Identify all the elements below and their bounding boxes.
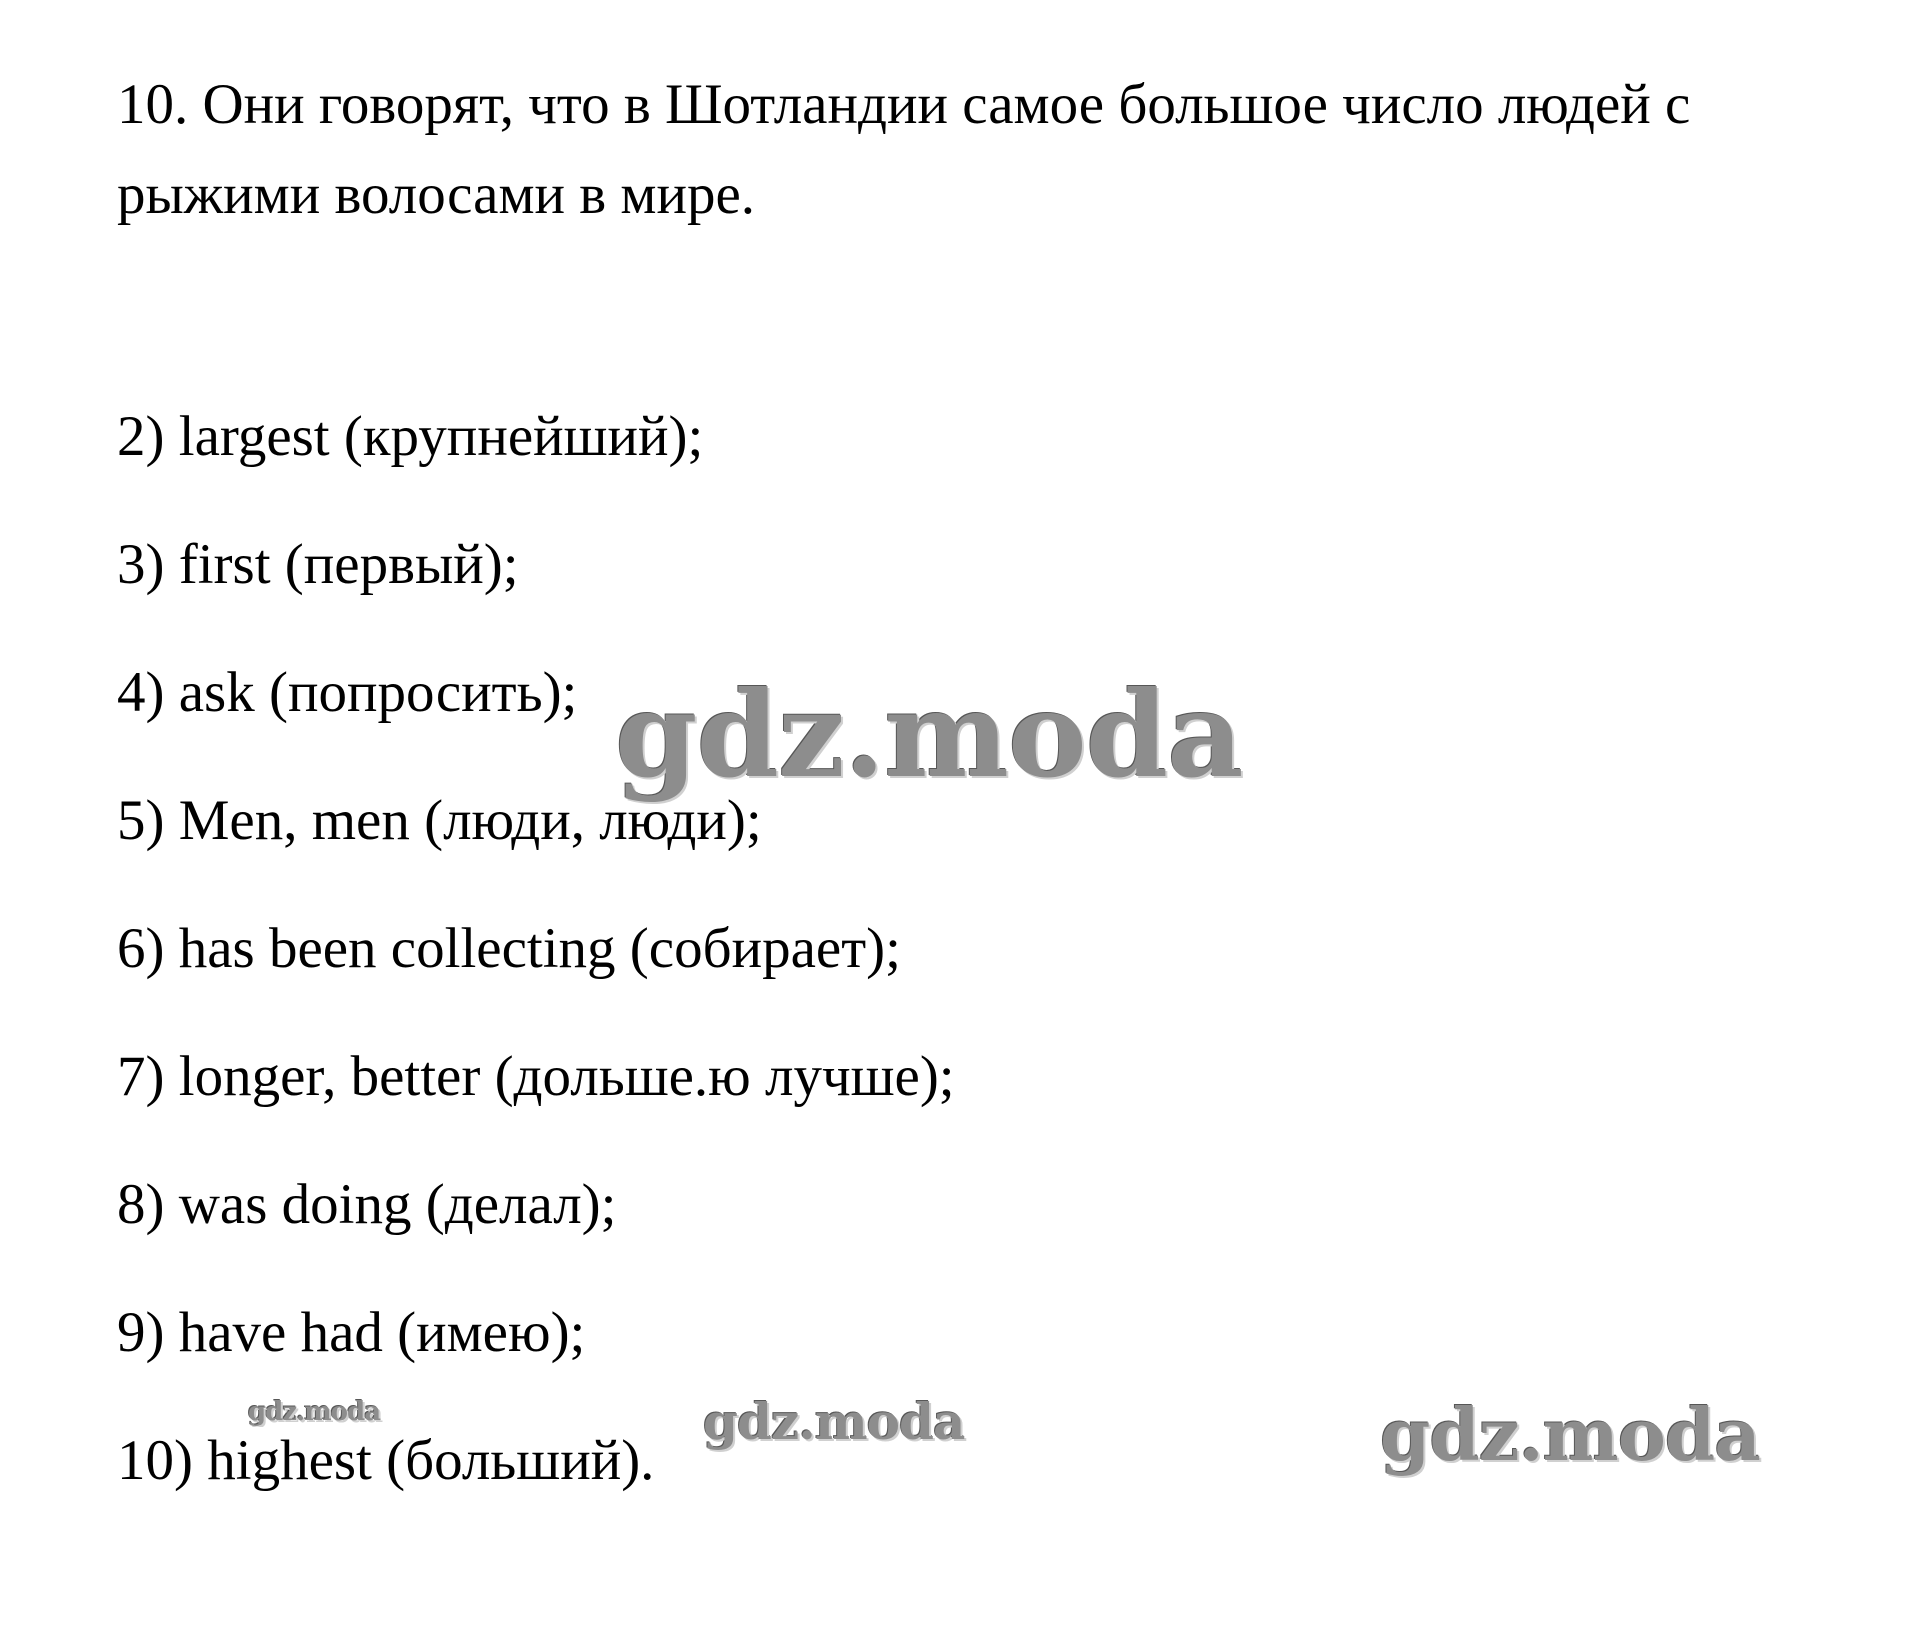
watermark-logo: gdz.moda	[1380, 1392, 1760, 1477]
answer-item: 8) was doing (делал);	[117, 1173, 617, 1236]
watermark-logo: gdz.moda	[248, 1397, 381, 1427]
watermark-logo: gdz.moda	[703, 1392, 965, 1451]
answer-item: 9) have had (имею);	[117, 1301, 586, 1364]
answer-item: 4) ask (попросить);	[117, 661, 578, 724]
answer-item: 6) has been collecting (собирает);	[117, 917, 901, 980]
answer-item: 10) highest (больший).	[117, 1429, 655, 1492]
translated-sentence: 10. Они говорят, что в Шотландии самое большое число людей с рыжими волосами в мире.	[117, 73, 1691, 226]
answer-item: 5) Men, men (люди, люди);	[117, 789, 762, 852]
answer-item: 2) largest (крупнейший);	[117, 405, 704, 468]
answer-item: 3) first (первый);	[117, 533, 519, 596]
answer-item: 7) longer, better (дольше.ю лучше);	[117, 1045, 955, 1108]
answer-list	[117, 402, 955, 1554]
watermark-logo: gdz.moda	[615, 665, 1243, 804]
